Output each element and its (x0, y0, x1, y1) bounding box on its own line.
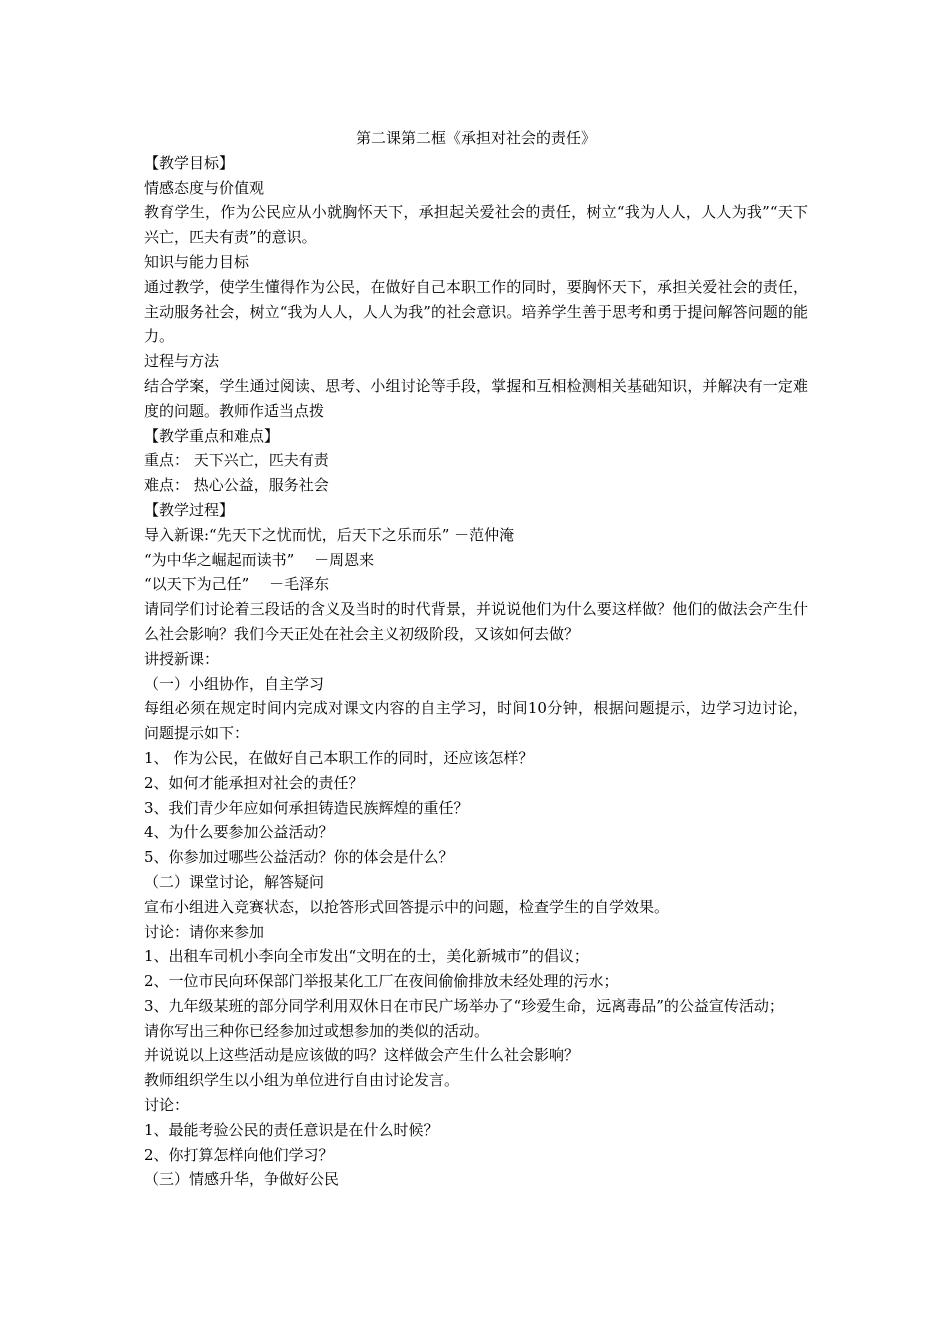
step-one-heading: （一）小组协作，自主学习 (144, 674, 325, 693)
document-page (144, 126, 808, 1192)
document-title: 第二课第二框《承担对社会的责任》 (355, 129, 596, 147)
subheading-knowledge-ability: 知识与能力目标 (144, 252, 250, 271)
discussion-label: 讨论：请你来参加 (144, 922, 265, 941)
activity-instruction: 请你写出三种你已经参加过或想参加的类似的活动。 (144, 1021, 490, 1040)
question-item: 3、我们青少年应如何承担铸造民族辉煌的重任？ (144, 798, 469, 817)
discussion-question: 2、你打算怎样向他们学习？ (144, 1145, 334, 1164)
question-item: 2、如何才能承担对社会的责任？ (144, 773, 364, 792)
quote-zhou-enlai: “为中华之崛起而读书” －周恩来 (144, 550, 375, 569)
paragraph-attitude-values: 教育学生，作为公民应从小就胸怀天下，承担起关爱社会的责任，树立“我为人人，人人为我”“天下兴亡，匹夫有责”的意识。 (144, 203, 808, 247)
quote-mao-zedong: “以天下为己任” －毛泽东 (144, 575, 330, 594)
competition-instruction: 宣布小组进入竞赛状态，以抢答形式回答提示中的问题，检查学生的自学效果。 (144, 897, 670, 916)
discussion-question: 1、最能考验公民的责任意识是在什么时候？ (144, 1120, 439, 1139)
paragraph-discussion-prompt: 请同学们讨论着三段话的含义及当时的时代背景，并说说他们为什么要这样做？他们的做法会产生什么社会影响？我们今天正处在社会主义初级阶段，又该如何去做？ (144, 600, 808, 643)
question-item: 1、 作为公民，在做好自己本职工作的同时，还应该怎样？ (144, 748, 534, 767)
section-heading-key-points: 【教学重点和难点】 (144, 426, 280, 445)
example-item: 1、出租车司机小李向全市发出“文明在的士，美化新城市”的倡议； (144, 947, 589, 966)
new-lesson-label: 讲授新课： (144, 649, 220, 668)
key-point-line: 重点： 天下兴亡，匹夫有责 (144, 451, 329, 470)
example-item: 3、九年级某班的部分同学利用双休日在市民广场举办了“珍爱生命，远离毒品”的公益宣传活动； (144, 996, 784, 1015)
step-two-heading: （二）课堂讨论，解答疑问 (144, 872, 325, 891)
question-item: 5、你参加过哪些公益活动？你的体会是什么？ (144, 848, 454, 867)
paragraph-knowledge-ability: 通过教学，使学生懂得作为公民，在做好自己本职工作的同时，要胸怀天下，承担关爱社会的责任，主动服务社会，树立“我为人人，人人为我”的社会意识。培养学生善于思考和勇于提问解答问题的能力。 (144, 277, 808, 346)
quote-fan-zhongyan: 导入新课:“先天下之忧而忧，后天下之乐而乐” －范仲淹 (144, 525, 515, 544)
example-item: 2、一位市民向环保部门举报某化工厂在夜间偷偷排放未经处理的污水； (144, 972, 619, 991)
section-heading-objectives: 【教学目标】 (144, 153, 235, 172)
step-three-heading: （三）情感升华，争做好公民 (144, 1170, 340, 1189)
subheading-attitude-values: 情感态度与价值观 (144, 178, 265, 197)
teacher-instruction: 教师组织学生以小组为单位进行自由讨论发言。 (144, 1071, 460, 1090)
subheading-process-method: 过程与方法 (144, 352, 220, 371)
activity-question: 并说说以上这些活动是应该做的吗？这样做会产生什么社会影响？ (144, 1046, 580, 1065)
question-item: 4、为什么要参加公益活动？ (144, 823, 334, 842)
difficult-point-line: 难点： 热心公益，服务社会 (144, 476, 329, 495)
paragraph-group-study: 每组必须在规定时间内完成对课文内容的自主学习，时间10分钟，根据问题提示，边学习边讨论，问题提示如下： (144, 699, 808, 743)
discussion-label-2: 讨论： (144, 1096, 190, 1115)
paragraph-process-method: 结合学案，学生通过阅读、思考、小组讨论等手段，掌握和互相检测相关基础知识，并解决有一定难度的问题。教师作适当点拨 (144, 376, 808, 420)
section-heading-process: 【教学过程】 (144, 500, 235, 519)
